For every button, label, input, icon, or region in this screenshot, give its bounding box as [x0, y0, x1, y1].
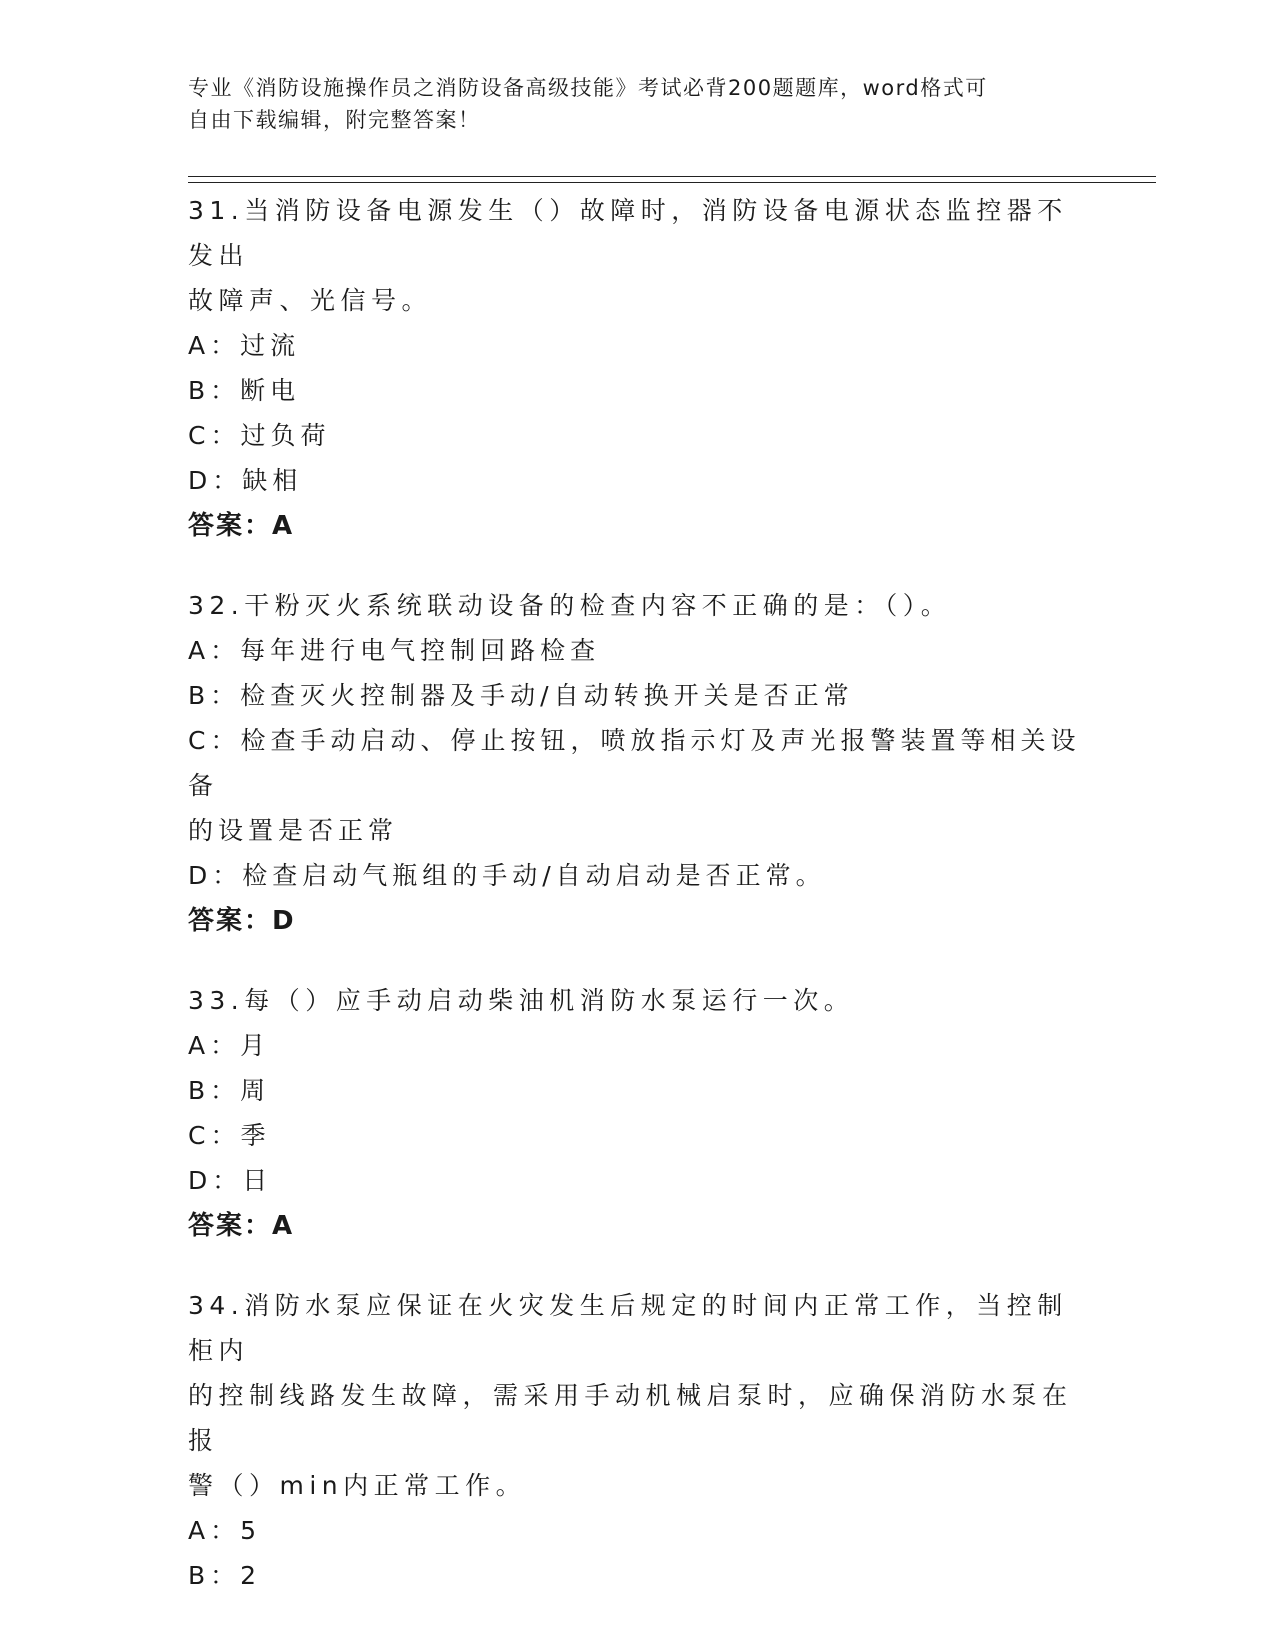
option-c: C：季 [188, 1121, 271, 1150]
option-d: D：日 [188, 1166, 273, 1195]
option-c-continued: 的设置是否正常 [188, 816, 399, 845]
option-c: C：检查手动启动、停止按钮，喷放指示灯及声光报警装置等相关设备 [188, 726, 1081, 800]
question-31 [188, 188, 1088, 549]
header-line-2: 自由下载编辑，附完整答案！ [188, 108, 481, 132]
option-c: C：过负荷 [188, 421, 331, 450]
question-stem-line: 31.当消防设备电源发生（）故障时，消防设备电源状态监控器不发出 [188, 196, 1068, 270]
option-a: A：每年进行电气控制回路检查 [188, 636, 601, 665]
option-b: B：2 [188, 1561, 262, 1590]
answer-line: 答案：A [188, 1211, 295, 1241]
question-32 [188, 583, 1088, 944]
question-stem-line: 34.消防水泵应保证在火灾发生后规定的时间内正常工作，当控制柜内 [188, 1291, 1068, 1365]
document-header [188, 72, 1068, 136]
question-stem-line: 33.每（）应手动启动柴油机消防水泵运行一次。 [188, 986, 855, 1015]
option-b: B：周 [188, 1076, 271, 1105]
option-d: D：缺相 [188, 466, 303, 495]
answer-line: 答案：A [188, 511, 295, 541]
question-34 [188, 1283, 1088, 1598]
question-stem-line: 故障声、光信号。 [188, 286, 433, 315]
question-stem-line: 警（）min内正常工作。 [188, 1471, 527, 1500]
option-b: B：断电 [188, 376, 301, 405]
header-line-1: 专业《消防设施操作员之消防设备高级技能》考试必背200题题库，word格式可 [188, 76, 988, 100]
question-stem-line: 的控制线路发生故障，需采用手动机械启泵时，应确保消防水泵在报 [188, 1381, 1073, 1455]
option-a: A：过流 [188, 331, 301, 360]
header-divider-top [188, 176, 1156, 177]
option-a: A：月 [188, 1031, 271, 1060]
question-stem-line: 32.干粉灭火系统联动设备的检查内容不正确的是：（）。 [188, 591, 952, 620]
option-d: D：检查启动气瓶组的手动/自动启动是否正常。 [188, 861, 826, 890]
question-33 [188, 978, 1088, 1249]
option-b: B：检查灭火控制器及手动/自动转换开关是否正常 [188, 681, 854, 710]
question-list [188, 188, 1088, 1632]
option-a: A：5 [188, 1516, 262, 1545]
answer-line: 答案：D [188, 906, 296, 936]
header-divider-bottom [188, 182, 1156, 183]
